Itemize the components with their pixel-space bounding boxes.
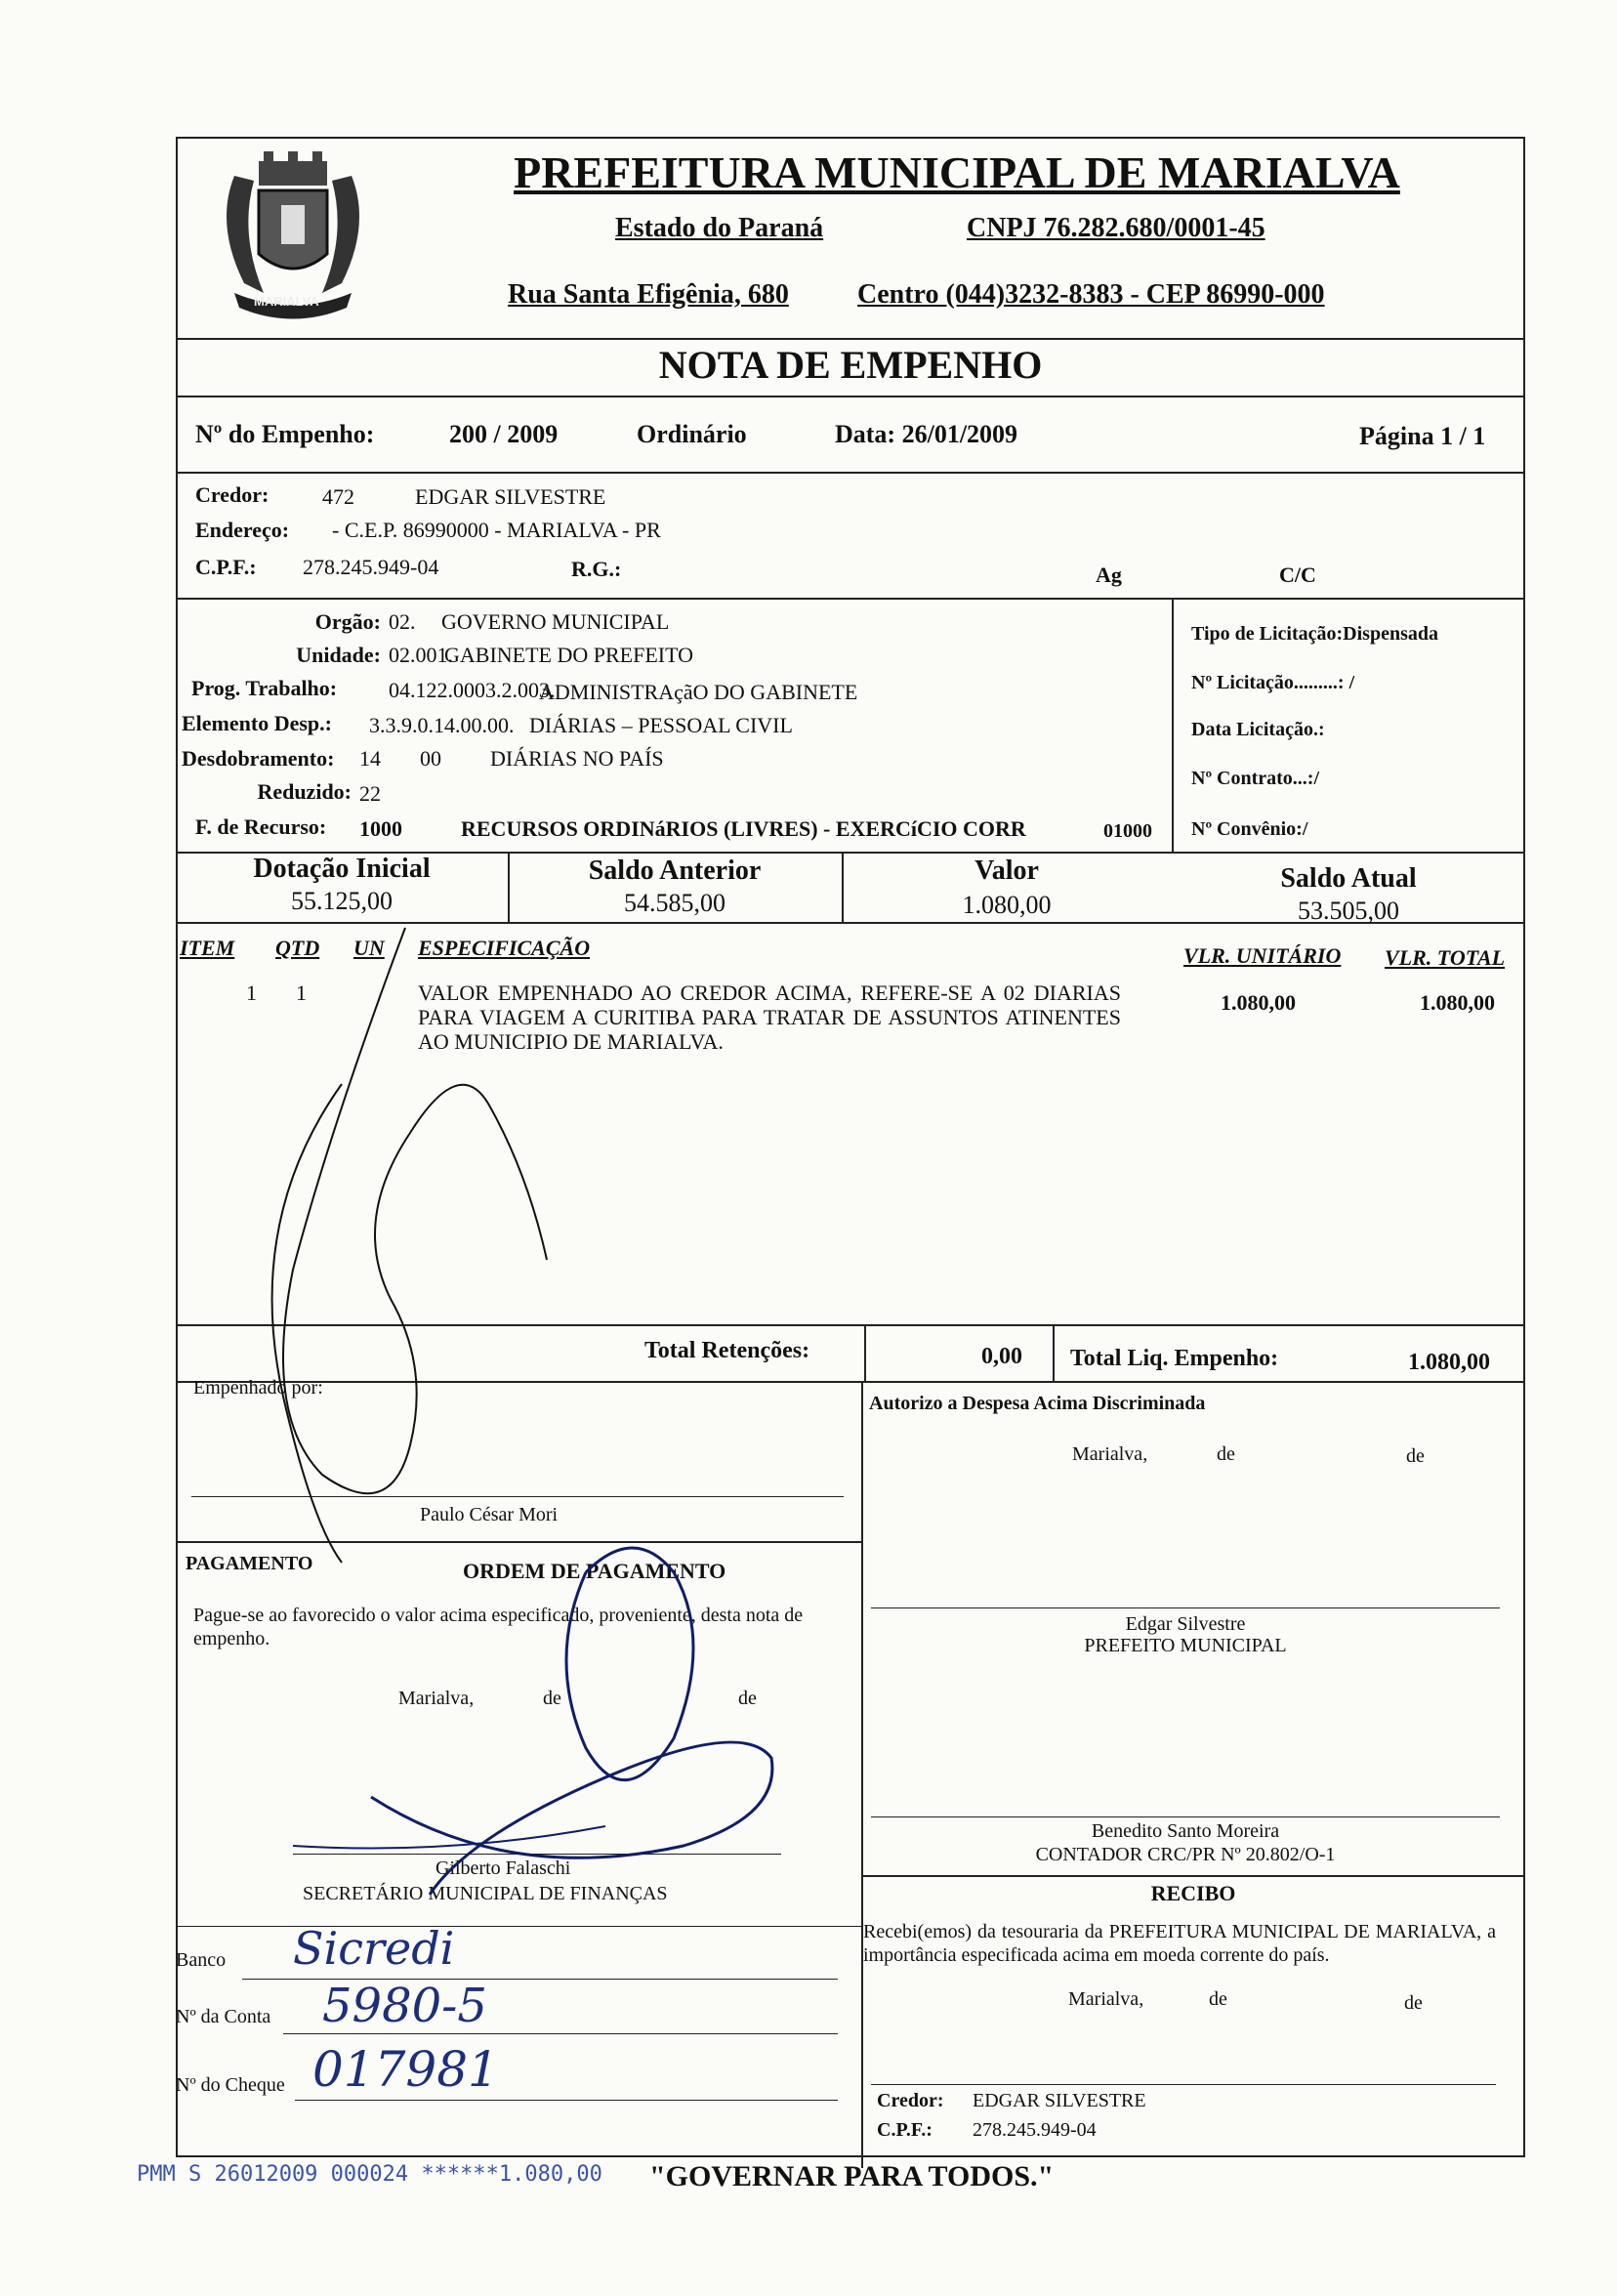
unidade-name: GABINETE DO PREFEITO bbox=[444, 643, 694, 667]
recurso-code: 1000 bbox=[359, 816, 402, 841]
valor-label: Valor bbox=[974, 856, 1039, 886]
reduzido-label: Reduzido: bbox=[257, 779, 352, 804]
row-unit-value: 1.080,00 bbox=[1221, 990, 1296, 1015]
col-unit-value: VLR. UNITÁRIO bbox=[1183, 943, 1342, 968]
row-total-value: 1.080,00 bbox=[1420, 990, 1495, 1015]
row-item: 1 bbox=[246, 981, 257, 1005]
banco-label: Banco bbox=[176, 1949, 227, 1971]
liquido-value: 1.080,00 bbox=[1408, 1350, 1490, 1375]
unidade-code: 02.001. bbox=[389, 643, 453, 667]
banco-handwritten: Sicredi bbox=[293, 1922, 455, 1975]
recibo-credor-label: Credor: bbox=[877, 2090, 944, 2111]
recibo-text: Recebi(emos) da tesouraria da PREFEITURA MUNICIPAL DE MARIALVA, a importância especificada acima em moeda corrente do país. bbox=[863, 1921, 1496, 1966]
recurso-label: F. de Recurso: bbox=[195, 814, 327, 839]
page-number: Página 1 / 1 bbox=[1359, 422, 1486, 450]
prog-name: ADMINISTRAçãO DO GABINETE bbox=[539, 680, 858, 704]
prog-code: 04.122.0003.2.003. bbox=[389, 678, 556, 702]
orgao-label: Orgão: bbox=[314, 609, 381, 634]
recibo-de-1: de bbox=[1209, 1988, 1227, 2010]
retencoes-value: 0,00 bbox=[981, 1344, 1022, 1369]
cpf-value: 278.245.949-04 bbox=[303, 555, 439, 579]
pagamento-label: PAGAMENTO bbox=[186, 1553, 313, 1574]
empenho-number-label: Nº do Empenho: bbox=[195, 420, 375, 448]
saldo-anterior-label: Saldo Anterior bbox=[588, 856, 762, 886]
empenho-type: Ordinário bbox=[637, 420, 747, 448]
state-name: Estado do Paraná bbox=[615, 213, 824, 243]
autorizo-label: Autorizo a Despesa Acima Discriminada bbox=[869, 1393, 1206, 1414]
convenio-number: Nº Convênio:/ bbox=[1191, 818, 1308, 840]
dotacao-value: 55.125,00 bbox=[291, 887, 393, 915]
recibo-de-2: de bbox=[1404, 1992, 1423, 2014]
retencoes-label: Total Retenções: bbox=[644, 1338, 810, 1363]
col-qtd: QTD bbox=[275, 936, 320, 960]
recurso-number: 01000 bbox=[1103, 820, 1152, 842]
contador-role: CONTADOR CRC/PR Nº 20.802/O-1 bbox=[1035, 1844, 1336, 1865]
credor-code: 472 bbox=[322, 484, 354, 509]
desdobramento-name: DIÁRIAS NO PAÍS bbox=[490, 746, 664, 771]
recibo-credor-name: EDGAR SILVESTRE bbox=[973, 2090, 1146, 2111]
elemento-label: Elemento Desp.: bbox=[182, 711, 332, 735]
desdobramento-code-2: 00 bbox=[420, 746, 441, 771]
row-spec: VALOR EMPENHADO AO CREDOR ACIMA, REFERE-SE A 02 DIARIAS PARA VIAGEM A CURITIBA PARA TRATAR DE ASSUNTOS ATINENTES AO MUNICIPIO DE MARIALVA. bbox=[418, 981, 1121, 1054]
street-address: Rua Santa Efigênia, 680 bbox=[508, 279, 789, 310]
crest-banner-text: MARIALVA bbox=[254, 294, 319, 309]
prefeito-role: PREFEITO MUNICIPAL bbox=[1084, 1635, 1287, 1656]
credor-name: EDGAR SILVESTRE bbox=[415, 484, 606, 509]
licitacao-date: Data Licitação.: bbox=[1191, 719, 1325, 740]
licitacao-number: Nº Licitação.........: / bbox=[1191, 672, 1355, 693]
empenhado-label: Empenhado por: bbox=[193, 1377, 323, 1398]
col-total-value: VLR. TOTAL bbox=[1385, 945, 1506, 970]
saldo-atual-value: 53.505,00 bbox=[1298, 897, 1399, 925]
pagamento-de-2: de bbox=[738, 1688, 757, 1709]
autorizo-de-1: de bbox=[1217, 1443, 1235, 1465]
col-spec: ESPECIFICAÇÃO bbox=[418, 936, 591, 960]
secretary-name: Gilberto Falaschi bbox=[435, 1858, 571, 1879]
empenhado-name: Paulo César Mori bbox=[420, 1504, 559, 1525]
slogan: "GOVERNAR PARA TODOS." bbox=[649, 2160, 1055, 2192]
valor-value: 1.080,00 bbox=[962, 891, 1052, 919]
secretary-role: SECRETÁRIO MUNICIPAL DE FINANÇAS bbox=[303, 1883, 668, 1904]
prefeito-name: Edgar Silvestre bbox=[1125, 1613, 1246, 1635]
cheque-label: Nº do Cheque bbox=[176, 2074, 285, 2096]
orgao-code: 02. bbox=[389, 609, 416, 634]
cpf-label: C.P.F.: bbox=[195, 555, 257, 579]
col-un: UN bbox=[353, 936, 385, 960]
address-label: Endereço: bbox=[195, 518, 290, 542]
elemento-name: DIÁRIAS – PESSOAL CIVIL bbox=[529, 713, 793, 737]
desdobramento-code-1: 14 bbox=[359, 746, 381, 771]
saldo-anterior-value: 54.585,00 bbox=[624, 889, 726, 917]
address-value: - C.E.P. 86990000 - MARIALVA - PR bbox=[332, 518, 661, 542]
orgao-name: GOVERNO MUNICIPAL bbox=[441, 609, 670, 634]
credor-label: Credor: bbox=[195, 482, 270, 507]
document-title: NOTA DE EMPENHO bbox=[658, 343, 1043, 387]
unidade-label: Unidade: bbox=[296, 643, 381, 667]
ag-label: Ag bbox=[1096, 563, 1122, 587]
cnpj: CNPJ 76.282.680/0001-45 bbox=[967, 213, 1265, 243]
contrato-number: Nº Contrato...:/ bbox=[1191, 768, 1320, 789]
saldo-atual-label: Saldo Atual bbox=[1280, 863, 1417, 894]
elemento-code: 3.3.9.0.14.00.00. bbox=[369, 713, 515, 737]
empenho-date: Data: 26/01/2009 bbox=[835, 420, 1018, 448]
cc-label: C/C bbox=[1279, 563, 1316, 587]
desdobramento-label: Desdobramento: bbox=[182, 746, 335, 771]
conta-label: Nº da Conta bbox=[176, 2006, 271, 2027]
autorizo-de-2: de bbox=[1406, 1445, 1425, 1467]
recibo-title: RECIBO bbox=[1150, 1881, 1236, 1905]
autorizo-city: Marialva, bbox=[1072, 1443, 1148, 1465]
prefecture-title: PREFEITURA MUNICIPAL DE MARIALVA bbox=[514, 147, 1400, 197]
licitacao-type: Tipo de Licitação:Dispensada bbox=[1191, 623, 1438, 645]
pagamento-city: Marialva, bbox=[398, 1688, 475, 1709]
recibo-city: Marialva, bbox=[1068, 1988, 1144, 2010]
district-phone-cep: Centro (044)3232-8383 - CEP 86990-000 bbox=[857, 279, 1325, 310]
recibo-cpf-label: C.P.F.: bbox=[877, 2119, 933, 2141]
pagamento-de-1: de bbox=[543, 1688, 561, 1709]
row-qtd: 1 bbox=[296, 981, 307, 1005]
empenho-number: 200 / 2009 bbox=[449, 420, 559, 448]
recibo-cpf-value: 278.245.949-04 bbox=[973, 2119, 1097, 2141]
col-item: ITEM bbox=[180, 936, 235, 960]
conta-handwritten: 5980-5 bbox=[322, 1979, 487, 2033]
ordem-pagamento-title: ORDEM DE PAGAMENTO bbox=[463, 1559, 726, 1583]
dotacao-label: Dotação Inicial bbox=[253, 854, 431, 884]
liquido-label: Total Liq. Empenho: bbox=[1070, 1346, 1279, 1371]
recurso-name: RECURSOS ORDINáRIOS (LIVRES) - EXERCíCIO CORR bbox=[461, 816, 1026, 841]
prog-label: Prog. Trabalho: bbox=[191, 676, 338, 700]
cheque-handwritten: 017981 bbox=[312, 2041, 499, 2098]
pagamento-text: Pague-se ao favorecido o valor acima especificado, proveniente, desta nota de empenho. bbox=[193, 1605, 804, 1649]
rg-label: R.G.: bbox=[571, 557, 622, 581]
mechanical-stamp: PMM S 26012009 000024 ******1.080,00 bbox=[137, 2162, 602, 2187]
reduzido-code: 22 bbox=[359, 781, 381, 806]
contador-name: Benedito Santo Moreira bbox=[1091, 1820, 1280, 1842]
